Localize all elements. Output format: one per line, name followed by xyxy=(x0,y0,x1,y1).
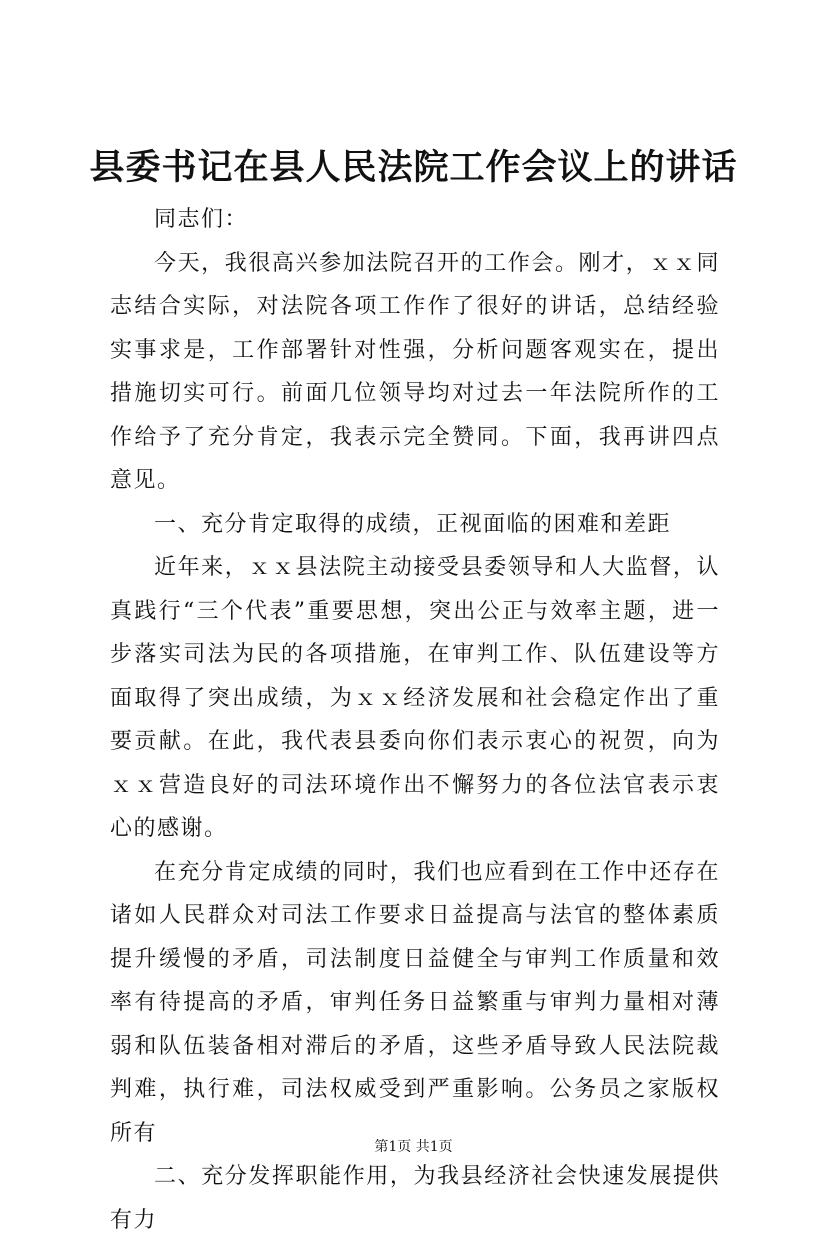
page-footer: 第1页 共1页 xyxy=(374,1139,453,1155)
body-paragraph: 在充分肯定成绩的同时，我们也应看到在工作中还存在诸如人民群众对司法工作要求日益提高与法官的整体素质提升缓慢的矛盾，司法制度日益健全与审判工作质量和效率有待提高的矛盾，审判任务日益繁重与审判力量相对薄弱和队伍装备相对滞后的矛盾，这些矛盾导致人民法院裁判难，执行难，司法权威受到严重影响。公务员之家版权所有 xyxy=(110,859,720,1146)
salutation: 同志们： xyxy=(154,207,249,232)
body-paragraph: 近年来，ｘｘ县法院主动接受县委领导和人大监督，认真践行“三个代表”重要思想，突出公正与效率主题，进一步落实司法为民的各项措施，在审判工作、队伍建设等方面取得了突出成绩，为ｘｘ经济发展和社会稳定作出了重要贡献。在此，我代表县委向你们表示衷心的祝贺，向为ｘｘ营造良好的司法环境作出不懈努力的各位法官表示衷心的感谢。 xyxy=(110,555,720,841)
section-heading: 一、充分肯定取得的成绩，正视面临的困难和差距 xyxy=(154,511,672,537)
section-heading: 二、充分发挥职能作用，为我县经济社会快速发展提供有力 xyxy=(110,1164,720,1233)
document-title: 县委书记在县人民法院工作会议上的讲话 xyxy=(89,147,738,188)
body-paragraph: 今天，我很高兴参加法院召开的工作会。刚才，ｘｘ同志结合实际，对法院各项工作作了很好的讲话，总结经验实事求是，工作部署针对性强，分析问题客观实在，提出措施切实可行。前面几位领导均对过去一年法院所作的工作给予了充分肯定，我表示完全赞同。下面，我再讲四点意见。 xyxy=(110,250,720,493)
document-body xyxy=(110,198,720,1242)
